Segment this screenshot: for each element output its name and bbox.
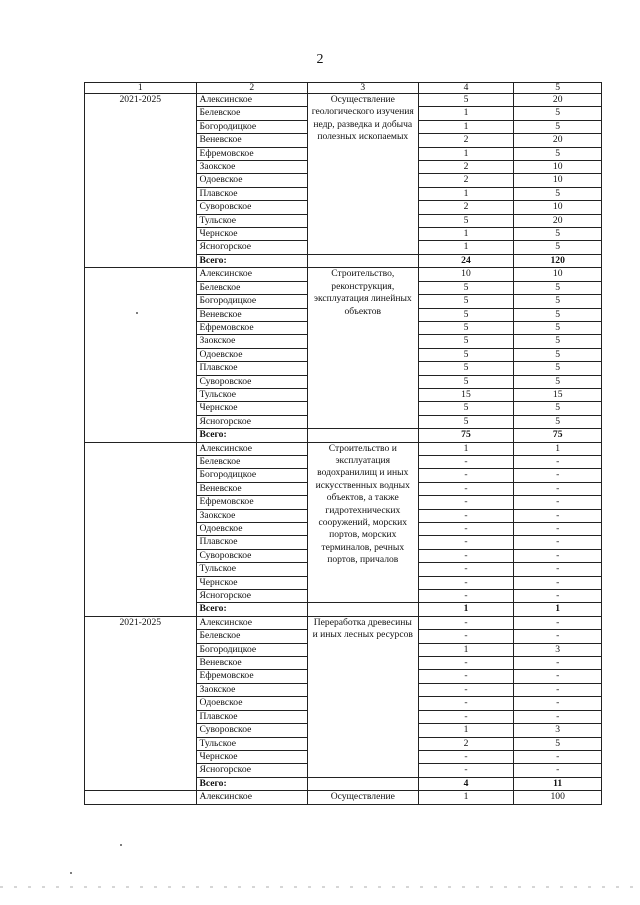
value-cell-col5: -: [514, 750, 602, 763]
total-empty-cell: [308, 429, 418, 442]
value-cell-col4: -: [418, 764, 514, 777]
value-cell-col4: 2: [418, 134, 514, 147]
value-cell-col4: 5: [418, 348, 514, 361]
value-cell-col5: 5: [514, 321, 602, 334]
period-cell: [85, 442, 197, 616]
value-cell-col5: 5: [514, 241, 602, 254]
value-cell-col4: 2: [418, 174, 514, 187]
municipality-cell: Белевское: [196, 281, 308, 294]
municipality-cell: Алексинское: [196, 616, 308, 629]
value-cell-col5: 5: [514, 147, 602, 160]
activity-cell: Осуществление: [308, 791, 418, 804]
total-value-col5: 11: [514, 777, 602, 790]
scan-speck: [136, 312, 138, 314]
value-cell-col5: 3: [514, 643, 602, 656]
value-cell-col5: -: [514, 683, 602, 696]
value-cell-col4: 1: [418, 791, 514, 804]
municipality-cell: Чернское: [196, 750, 308, 763]
municipality-cell: Суворовское: [196, 549, 308, 562]
value-cell-col4: 5: [418, 375, 514, 388]
municipality-cell: Одоевское: [196, 523, 308, 536]
total-empty-cell: [308, 777, 418, 790]
value-cell-col4: 5: [418, 362, 514, 375]
municipality-cell: Ефремовское: [196, 147, 308, 160]
value-cell-col5: 5: [514, 348, 602, 361]
municipality-cell: Алексинское: [196, 791, 308, 804]
table-row: [85, 791, 602, 804]
value-cell-col4: -: [418, 630, 514, 643]
municipality-cell: Алексинское: [196, 442, 308, 455]
value-cell-col4: 5: [418, 402, 514, 415]
municipality-cell: Веневское: [196, 308, 308, 321]
value-cell-col5: -: [514, 563, 602, 576]
municipality-cell: Плавское: [196, 536, 308, 549]
municipality-cell: Плавское: [196, 710, 308, 723]
total-label: Всего:: [196, 254, 308, 267]
period-cell: 2021-2025: [85, 94, 197, 268]
value-cell-col5: 20: [514, 134, 602, 147]
total-value-col4: 75: [418, 429, 514, 442]
value-cell-col5: 5: [514, 107, 602, 120]
value-cell-col4: 1: [418, 241, 514, 254]
value-cell-col5: -: [514, 455, 602, 468]
municipality-cell: Суворовское: [196, 201, 308, 214]
value-cell-col4: 10: [418, 268, 514, 281]
municipality-cell: Веневское: [196, 134, 308, 147]
value-cell-col4: 2: [418, 201, 514, 214]
value-cell-col4: -: [418, 710, 514, 723]
value-cell-col4: -: [418, 536, 514, 549]
municipality-cell: Суворовское: [196, 724, 308, 737]
total-empty-cell: [308, 603, 418, 616]
value-cell-col4: 1: [418, 643, 514, 656]
value-cell-col5: 20: [514, 94, 602, 107]
municipality-cell: Одоевское: [196, 348, 308, 361]
value-cell-col4: 5: [418, 415, 514, 428]
value-cell-col5: 5: [514, 362, 602, 375]
value-cell-col5: 5: [514, 375, 602, 388]
value-cell-col4: -: [418, 523, 514, 536]
municipality-cell: Веневское: [196, 482, 308, 495]
value-cell-col5: -: [514, 576, 602, 589]
value-cell-col4: -: [418, 590, 514, 603]
value-cell-col5: 5: [514, 308, 602, 321]
value-cell-col5: 5: [514, 120, 602, 133]
municipality-cell: Ефремовское: [196, 496, 308, 509]
value-cell-col5: -: [514, 496, 602, 509]
table-row: [85, 442, 602, 455]
municipality-cell: Алексинское: [196, 94, 308, 107]
value-cell-col5: -: [514, 469, 602, 482]
municipality-cell: Чернское: [196, 576, 308, 589]
value-cell-col5: -: [514, 710, 602, 723]
municipality-cell: Тульское: [196, 214, 308, 227]
document-table: [84, 82, 602, 805]
table-row: [85, 94, 602, 107]
municipality-cell: Алексинское: [196, 268, 308, 281]
value-cell-col4: -: [418, 509, 514, 522]
municipality-cell: Заокское: [196, 161, 308, 174]
municipality-cell: Заокское: [196, 683, 308, 696]
value-cell-col4: -: [418, 697, 514, 710]
total-value-col5: 75: [514, 429, 602, 442]
value-cell-col5: -: [514, 509, 602, 522]
value-cell-col4: -: [418, 657, 514, 670]
total-value-col5: 1: [514, 603, 602, 616]
value-cell-col4: 5: [418, 335, 514, 348]
municipality-cell: Белевское: [196, 630, 308, 643]
value-cell-col5: -: [514, 482, 602, 495]
value-cell-col4: 5: [418, 321, 514, 334]
value-cell-col5: -: [514, 697, 602, 710]
municipality-cell: Ясногорское: [196, 764, 308, 777]
activity-cell: Строительство и эксплуатация водохранилищ и иных искусственных водных объектов, а также гидротехнических сооружений, морских портов, морских терминалов, речных портов, причалов: [308, 442, 418, 603]
value-cell-col4: 1: [418, 107, 514, 120]
municipality-cell: Ефремовское: [196, 670, 308, 683]
header-cell-1: 1: [85, 83, 197, 94]
municipality-cell: Плавское: [196, 187, 308, 200]
municipality-cell: Одоевское: [196, 697, 308, 710]
value-cell-col4: -: [418, 482, 514, 495]
municipality-cell: Тульское: [196, 388, 308, 401]
header-cell-2: 2: [196, 83, 308, 94]
activity-cell: Переработка древесины и иных лесных ресурсов: [308, 616, 418, 777]
total-label: Всего:: [196, 603, 308, 616]
scan-noise-line: [0, 886, 640, 888]
period-cell: 2021-2025: [85, 616, 197, 790]
total-value-col4: 1: [418, 603, 514, 616]
value-cell-col5: 5: [514, 281, 602, 294]
table-row: [85, 268, 602, 281]
value-cell-col4: -: [418, 469, 514, 482]
scan-speck: [120, 844, 122, 846]
value-cell-col5: 5: [514, 187, 602, 200]
value-cell-col4: 1: [418, 187, 514, 200]
value-cell-col5: 5: [514, 737, 602, 750]
value-cell-col4: -: [418, 576, 514, 589]
value-cell-col5: 20: [514, 214, 602, 227]
municipality-cell: Богородицкое: [196, 295, 308, 308]
table-body: [85, 94, 602, 805]
value-cell-col5: 5: [514, 415, 602, 428]
municipality-cell: Веневское: [196, 657, 308, 670]
value-cell-col4: 1: [418, 724, 514, 737]
value-cell-col5: -: [514, 764, 602, 777]
value-cell-col5: 1: [514, 442, 602, 455]
value-cell-col5: 10: [514, 201, 602, 214]
municipality-cell: Одоевское: [196, 174, 308, 187]
header-row: [85, 83, 602, 94]
page-number: 2: [316, 52, 324, 67]
header-cell-3: 3: [308, 83, 418, 94]
municipality-cell: Богородицкое: [196, 120, 308, 133]
total-empty-cell: [308, 254, 418, 267]
value-cell-col5: -: [514, 590, 602, 603]
activity-cell: Осуществление геологического изучения недр, разведка и добыча полезных ископаемых: [308, 94, 418, 255]
value-cell-col5: -: [514, 657, 602, 670]
total-value-col5: 120: [514, 254, 602, 267]
value-cell-col5: 5: [514, 228, 602, 241]
value-cell-col4: 1: [418, 147, 514, 160]
value-cell-col5: 5: [514, 335, 602, 348]
municipality-cell: Ясногорское: [196, 415, 308, 428]
value-cell-col4: 1: [418, 120, 514, 133]
municipality-cell: Суворовское: [196, 375, 308, 388]
value-cell-col4: 2: [418, 161, 514, 174]
municipality-cell: Богородицкое: [196, 643, 308, 656]
value-cell-col4: -: [418, 683, 514, 696]
total-label: Всего:: [196, 429, 308, 442]
value-cell-col5: 15: [514, 388, 602, 401]
municipality-cell: Ясногорское: [196, 241, 308, 254]
header-cell-4: 4: [418, 83, 514, 94]
table-row: [85, 616, 602, 629]
municipality-cell: Чернское: [196, 228, 308, 241]
value-cell-col5: -: [514, 523, 602, 536]
value-cell-col4: -: [418, 496, 514, 509]
value-cell-col4: 1: [418, 442, 514, 455]
value-cell-col4: -: [418, 616, 514, 629]
value-cell-col5: 3: [514, 724, 602, 737]
header-cell-5: 5: [514, 83, 602, 94]
period-cell: [85, 268, 197, 442]
total-value-col4: 24: [418, 254, 514, 267]
municipality-cell: Заокское: [196, 509, 308, 522]
value-cell-col5: 10: [514, 268, 602, 281]
value-cell-col5: -: [514, 536, 602, 549]
value-cell-col4: -: [418, 549, 514, 562]
municipality-cell: Белевское: [196, 107, 308, 120]
value-cell-col4: -: [418, 750, 514, 763]
value-cell-col5: -: [514, 630, 602, 643]
value-cell-col4: -: [418, 670, 514, 683]
total-value-col4: 4: [418, 777, 514, 790]
value-cell-col5: 10: [514, 161, 602, 174]
value-cell-col4: 5: [418, 94, 514, 107]
municipality-cell: Тульское: [196, 737, 308, 750]
value-cell-col4: -: [418, 563, 514, 576]
value-cell-col4: 5: [418, 308, 514, 321]
total-label: Всего:: [196, 777, 308, 790]
value-cell-col5: -: [514, 549, 602, 562]
activity-cell: Строительство, реконструкция, эксплуатация линейных объектов: [308, 268, 418, 429]
value-cell-col4: 5: [418, 214, 514, 227]
municipality-cell: Белевское: [196, 455, 308, 468]
municipality-cell: Ефремовское: [196, 321, 308, 334]
value-cell-col4: -: [418, 455, 514, 468]
municipality-cell: Заокское: [196, 335, 308, 348]
value-cell-col5: 5: [514, 295, 602, 308]
municipality-cell: Чернское: [196, 402, 308, 415]
value-cell-col5: 100: [514, 791, 602, 804]
municipality-cell: Тульское: [196, 563, 308, 576]
value-cell-col4: 5: [418, 281, 514, 294]
value-cell-col5: 5: [514, 402, 602, 415]
value-cell-col5: -: [514, 670, 602, 683]
municipality-cell: Ясногорское: [196, 590, 308, 603]
period-cell: [85, 791, 197, 804]
value-cell-col4: 15: [418, 388, 514, 401]
value-cell-col4: 5: [418, 295, 514, 308]
scan-speck: [70, 872, 72, 874]
municipality-cell: Плавское: [196, 362, 308, 375]
value-cell-col5: -: [514, 616, 602, 629]
municipality-cell: Богородицкое: [196, 469, 308, 482]
value-cell-col5: 10: [514, 174, 602, 187]
value-cell-col4: 1: [418, 228, 514, 241]
value-cell-col4: 2: [418, 737, 514, 750]
